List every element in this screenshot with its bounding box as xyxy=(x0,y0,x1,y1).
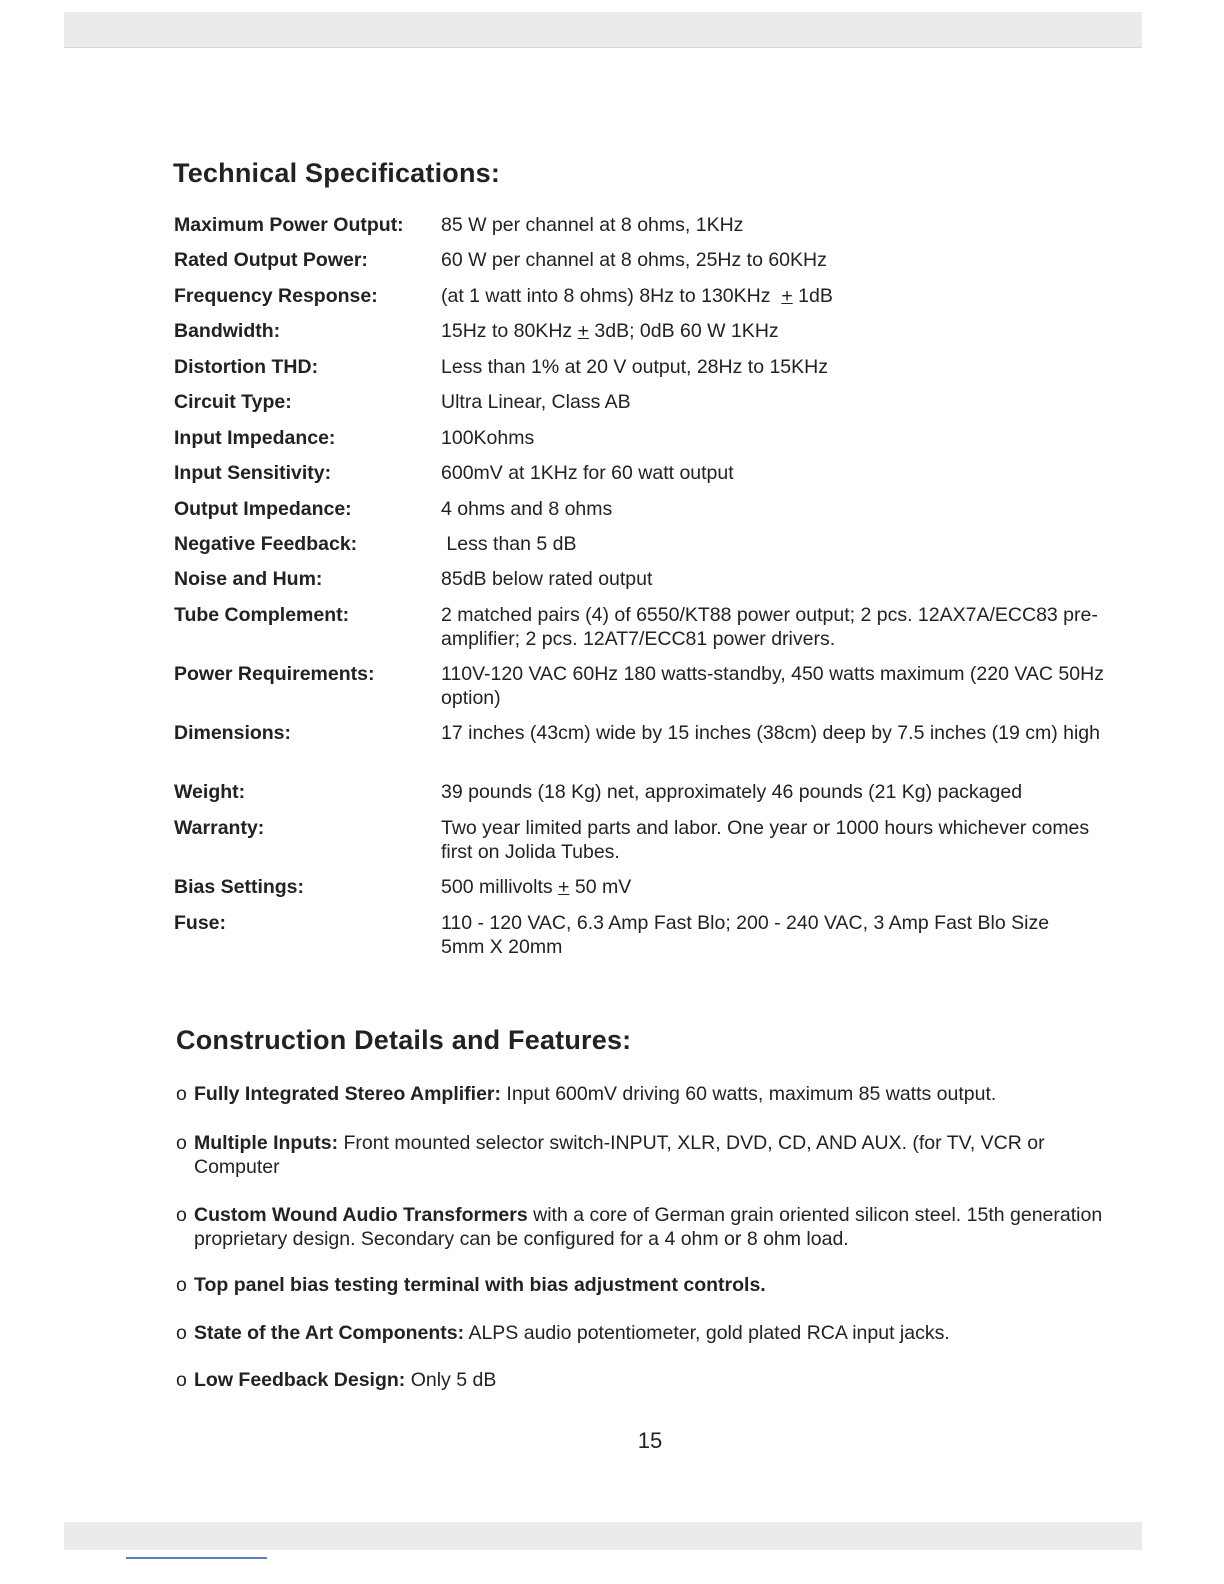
feature-text: ALPS audio potentiometer, gold plated RCA input jacks. xyxy=(464,1322,950,1344)
spec-label: Frequency Response: xyxy=(174,285,378,307)
bullet-marker: o xyxy=(176,1083,187,1105)
page-number: 15 xyxy=(637,1428,663,1453)
feature-item xyxy=(176,1273,1116,1297)
spec-label: Tube Complement: xyxy=(174,604,350,626)
spec-label: Rated Output Power: xyxy=(174,249,368,271)
spec-value: 17 inches (43cm) wide by 15 inches (38cm) deep by 7.5 inches (19 cm) high xyxy=(441,722,1100,744)
specifications-heading: Technical Specifications: xyxy=(173,158,501,188)
feature-title: Low Feedback Design: xyxy=(194,1369,406,1391)
bullet-marker: o xyxy=(176,1204,187,1226)
spec-value: 85 W per channel at 8 ohms, 1KHz xyxy=(441,214,744,236)
spec-label: Negative Feedback: xyxy=(174,533,358,555)
feature-item xyxy=(176,1131,1116,1179)
spec-label: Dimensions: xyxy=(174,722,292,744)
bullet-marker: o xyxy=(176,1132,187,1154)
spec-label: Input Impedance: xyxy=(174,427,336,449)
spec-value: 4 ohms and 8 ohms xyxy=(441,498,613,520)
feature-item xyxy=(176,1082,1116,1106)
top-scan-band xyxy=(64,12,1142,48)
spec-value: Ultra Linear, Class AB xyxy=(441,391,631,413)
spec-label: Circuit Type: xyxy=(174,391,292,413)
spec-value: Two year limited parts and labor. One year or 1000 hours whichever comes first on Jolida Tubes. xyxy=(441,817,1090,863)
spec-label: Weight: xyxy=(174,781,246,803)
spec-label: Maximum Power Output: xyxy=(174,214,404,236)
feature-text: Input 600mV driving 60 watts, maximum 85 watts output. xyxy=(501,1083,997,1105)
spec-label: Bias Settings: xyxy=(174,876,305,898)
spec-value: 600mV at 1KHz for 60 watt output xyxy=(441,462,734,484)
spec-label: Output Impedance: xyxy=(174,498,352,520)
bottom-blue-rule xyxy=(126,1557,267,1559)
bullet-marker: o xyxy=(176,1369,187,1391)
feature-text: with a core of German grain oriented silicon steel. 15th generation proprietary design. Secondary can be configured for a 4 ohm or 8 ohm load. xyxy=(194,1204,1103,1250)
spec-value: 110V-120 VAC 60Hz 180 watts-standby, 450 watts maximum (220 VAC 50Hz option) xyxy=(441,663,1104,709)
spec-value: Less than 1% at 20 V output, 28Hz to 15KHz xyxy=(441,356,828,378)
spec-value: 15Hz to 80KHz + 3dB; 0dB 60 W 1KHz xyxy=(441,320,779,342)
spec-value: 2 matched pairs (4) of 6550/KT88 power output; 2 pcs. 12AX7A/ECC83 pre-amplifier; 2 pcs. 12AT7/ECC81 power drivers. xyxy=(441,604,1098,650)
construction-heading: Construction Details and Features: xyxy=(176,1025,632,1055)
feature-text: Front mounted selector switch-INPUT, XLR, DVD, CD, AND AUX. (for TV, VCR or Computer xyxy=(194,1132,1045,1178)
spec-value: 60 W per channel at 8 ohms, 25Hz to 60KHz xyxy=(441,249,827,271)
plus-minus-sign: + xyxy=(558,876,570,898)
feature-text: Only 5 dB xyxy=(405,1369,497,1391)
spec-value: Less than 5 dB xyxy=(441,533,577,555)
spec-value: 500 millivolts + 50 mV xyxy=(441,876,632,898)
feature-title: State of the Art Components: xyxy=(194,1322,465,1344)
spec-value: 85dB below rated output xyxy=(441,568,653,590)
plus-minus-sign: + xyxy=(781,285,793,307)
bottom-scan-band xyxy=(64,1522,1142,1550)
spec-label: Warranty: xyxy=(174,817,265,839)
feature-item xyxy=(176,1368,1116,1392)
spec-value: 39 pounds (18 Kg) net, approximately 46 pounds (21 Kg) packaged xyxy=(441,781,1023,803)
feature-title: Top panel bias testing terminal with bias adjustment controls. xyxy=(194,1274,766,1296)
feature-item xyxy=(176,1321,1116,1345)
bullet-marker: o xyxy=(176,1274,187,1296)
spec-value: (at 1 watt into 8 ohms) 8Hz to 130KHz + 1dB xyxy=(441,285,833,307)
spec-label: Fuse: xyxy=(174,912,227,934)
spec-label: Noise and Hum: xyxy=(174,568,323,590)
plus-minus-sign: + xyxy=(577,320,589,342)
feature-title: Multiple Inputs: xyxy=(194,1132,339,1154)
spec-label: Input Sensitivity: xyxy=(174,462,332,484)
feature-title: Custom Wound Audio Transformers xyxy=(194,1204,528,1226)
spec-label: Bandwidth: xyxy=(174,320,281,342)
bullet-marker: o xyxy=(176,1322,187,1344)
feature-title: Fully Integrated Stereo Amplifier: xyxy=(194,1083,501,1105)
spec-label: Power Requirements: xyxy=(174,663,375,685)
spec-label: Distortion THD: xyxy=(174,356,319,378)
feature-item xyxy=(176,1203,1116,1251)
spec-value: 100Kohms xyxy=(441,427,535,449)
spec-value: 110 - 120 VAC, 6.3 Amp Fast Blo; 200 - 240 VAC, 3 Amp Fast Blo Size 5mm X 20mm xyxy=(441,912,1050,958)
